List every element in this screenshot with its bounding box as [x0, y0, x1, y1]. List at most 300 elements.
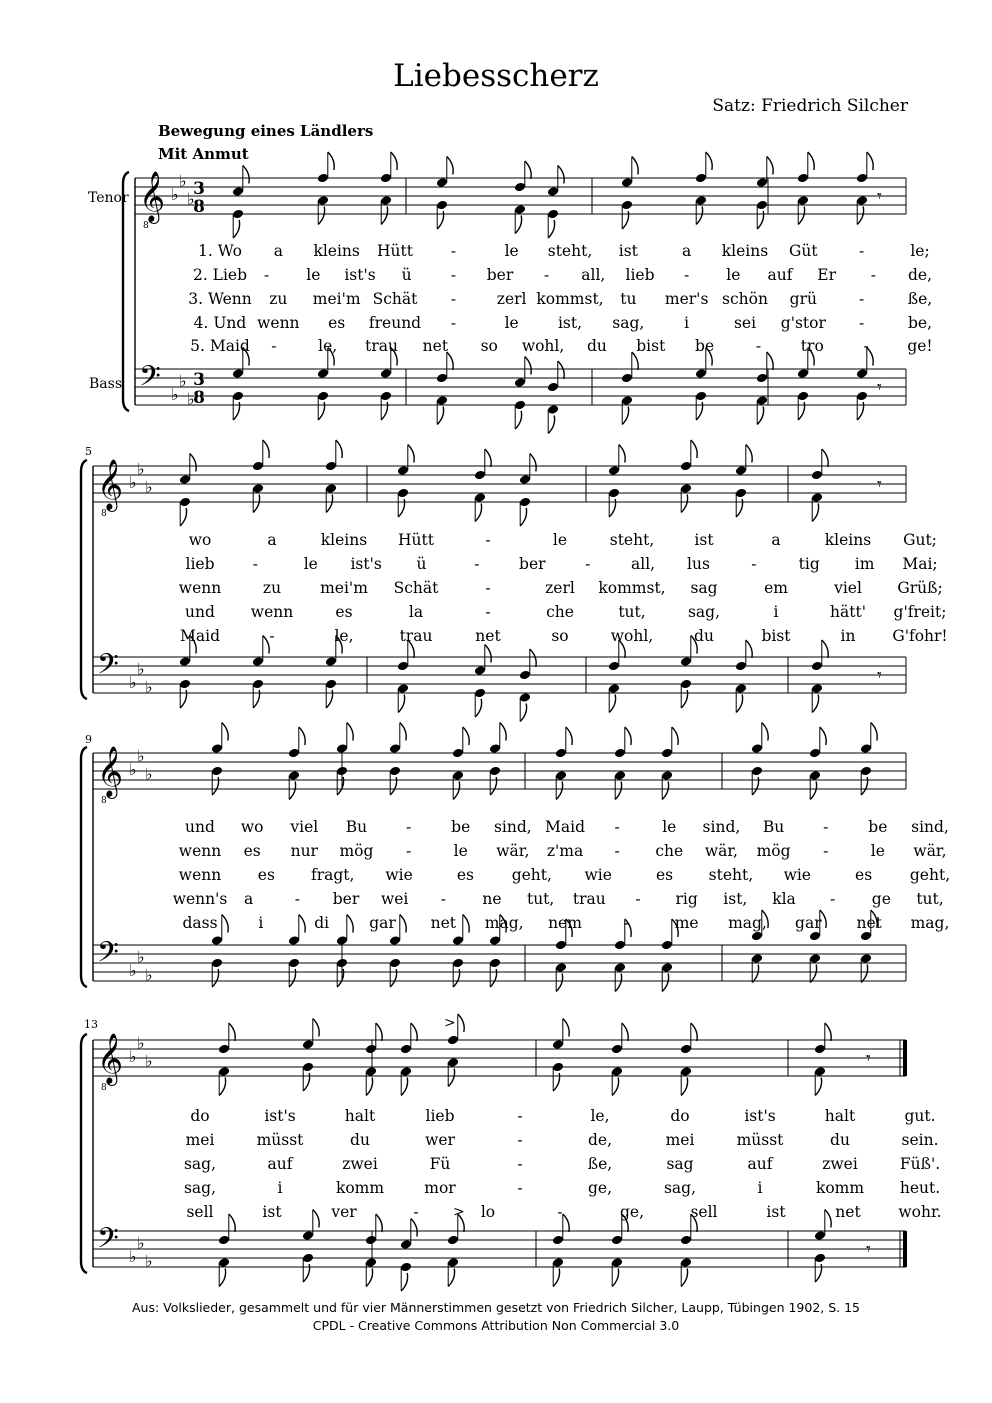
lyric-syllable: wo — [240, 818, 264, 836]
bass-clef-icon: 𝄢 — [97, 936, 119, 976]
lyric-syllable: bist — [636, 337, 666, 355]
lyric-syllable: a — [267, 531, 277, 549]
lyric-syllable: le — [552, 531, 568, 549]
lyric-syllable: kommst, — [536, 290, 604, 308]
note-flag — [681, 1078, 687, 1096]
flat-icon: ♭ — [171, 385, 179, 404]
note-flag — [612, 1078, 618, 1096]
octave-mark: 8 — [101, 1083, 107, 1093]
lyric-syllable: - — [517, 1107, 523, 1125]
note-flag — [515, 216, 521, 234]
lyric-syllable: be — [695, 337, 715, 355]
lyric-syllable: tig — [798, 555, 820, 573]
lyric-syllable: - — [623, 914, 629, 932]
lyric-syllable: di — [314, 914, 330, 932]
lyric-syllable: zu — [262, 579, 282, 597]
lyric-syllable: la — [408, 603, 424, 621]
lyric-syllable: wenn — [257, 314, 300, 332]
note-flag — [825, 1023, 831, 1041]
note-flag — [615, 974, 621, 992]
flat-icon: ♭ — [129, 1047, 137, 1066]
lyric-syllable: so — [551, 627, 569, 645]
eighth-rest-icon: 𝄾 — [877, 665, 882, 686]
note-flag — [810, 965, 816, 983]
lyric-syllable: - — [269, 627, 275, 645]
lyric-syllable: ist's — [344, 266, 376, 284]
measure-number: 13 — [84, 1018, 98, 1031]
note-flag — [299, 915, 305, 933]
note-flag — [453, 782, 459, 800]
lyric-syllable: le — [504, 242, 519, 260]
flat-icon: ♭ — [145, 1251, 153, 1271]
lyric-syllable: müsst — [736, 1131, 784, 1149]
flat-icon: ♭ — [145, 477, 153, 497]
lyric-syllable: i — [773, 603, 779, 621]
lyric-syllable: freund — [368, 314, 422, 332]
note-flag — [485, 645, 491, 663]
note-flag — [622, 407, 628, 425]
note-flag — [400, 915, 406, 933]
lyric-syllable: heut. — [899, 1179, 941, 1197]
lyric-syllable: - — [863, 337, 869, 355]
lyric-syllable: tut, — [916, 890, 944, 908]
lyric-syllable: wenn — [250, 603, 294, 621]
note-flag — [398, 695, 404, 713]
tenor-label: Tenor — [88, 190, 129, 206]
note-flag — [808, 152, 814, 170]
lyric-syllable: gut. — [904, 1107, 936, 1125]
note-flag — [222, 915, 228, 933]
treble-clef-icon: 𝄞 — [97, 746, 124, 797]
lyric-syllable: Er — [817, 266, 837, 284]
lyric-syllable: - — [294, 890, 300, 908]
note-flag — [366, 1078, 372, 1096]
note-flag — [448, 1269, 454, 1287]
lyric-syllable: Bu — [762, 818, 785, 836]
lyric-syllable: all, — [581, 266, 606, 284]
flat-icon: ♭ — [145, 1051, 153, 1071]
lyric-syllable: zerl — [545, 579, 575, 597]
lyric-syllable: be — [868, 818, 888, 836]
lyric-syllable: ist — [618, 242, 638, 260]
note-flag — [548, 220, 554, 238]
expression-marking: Mit Anmut — [158, 145, 249, 163]
note-flag — [798, 207, 804, 225]
flat-icon: ♭ — [129, 673, 137, 692]
note-flag — [553, 1269, 559, 1287]
lyric-syllable: wenn — [178, 842, 222, 860]
lyric-syllable: es — [456, 866, 475, 884]
lyric-syllable: - — [544, 266, 550, 284]
lyric-syllable: bist — [761, 627, 791, 645]
lyric-syllable: 1. Wo — [198, 242, 242, 260]
note-flag — [336, 440, 342, 458]
lyric-syllable: mei'm — [312, 290, 361, 308]
license-line: CPDL - Creative Commons Attribution Non Commercial 3.0 — [312, 1318, 680, 1333]
lyric-syllable: mei — [665, 1131, 695, 1149]
lyric-syllable: che — [546, 603, 574, 621]
note-flag — [757, 407, 763, 425]
note-flag — [612, 1269, 618, 1287]
note-flag — [347, 723, 353, 741]
lyric-syllable: kleins — [313, 242, 360, 260]
lyric-syllable: - — [485, 603, 491, 621]
lyric-syllable: Schät — [393, 579, 439, 597]
lyric-syllable: a — [771, 531, 781, 549]
lyric-syllable: wie — [584, 866, 612, 884]
lyric-syllable: Güt — [789, 242, 818, 260]
lyric-syllable: Füß'. — [899, 1155, 941, 1173]
note-flag — [411, 1023, 417, 1041]
note-flag — [615, 782, 621, 800]
lyric-syllable: - — [830, 890, 836, 908]
lyric-syllable: wohl, — [610, 627, 654, 645]
flat-icon: ♭ — [129, 961, 137, 980]
lyric-syllable: Grüß; — [897, 579, 943, 597]
note-flag — [691, 440, 697, 458]
note-flag — [219, 1078, 225, 1096]
lyric-syllable: le — [662, 818, 677, 836]
note-flag — [563, 1214, 569, 1232]
lyric-syllable: du — [586, 337, 607, 355]
lyric-syllable: - — [823, 818, 829, 836]
note-flag — [376, 1214, 382, 1232]
octave-mark: 8 — [101, 509, 107, 519]
note-flag — [347, 915, 353, 933]
lyric-syllable: le, — [334, 627, 354, 645]
flat-icon: ♭ — [187, 189, 195, 209]
lyric-syllable: sei — [733, 314, 757, 332]
note-flag — [767, 352, 773, 370]
lyric-syllable: be — [451, 818, 471, 836]
lyric-syllable: sind, — [702, 818, 741, 836]
lyric-syllable: so — [480, 337, 498, 355]
time-signature-top: 3 — [193, 370, 205, 390]
treble-clef-icon: 𝄞 — [97, 459, 124, 510]
lyric-syllable: sag, — [612, 314, 645, 332]
lyric-syllable: ge — [871, 890, 891, 908]
lyric-syllable: hätt' — [830, 603, 866, 621]
lyric-syllable: es — [655, 866, 674, 884]
lyric-syllable: lieb — [625, 266, 655, 284]
note-flag — [229, 1214, 235, 1232]
lyric-syllable: Maid — [180, 627, 220, 645]
lyric-syllable: geht, — [909, 866, 951, 884]
time-signature-bottom: 8 — [193, 197, 205, 217]
lyric-syllable: wär, — [913, 842, 947, 860]
lyric-syllable: ber — [519, 555, 546, 573]
note-flag — [180, 508, 186, 526]
flat-icon: ♭ — [137, 1233, 145, 1253]
lyric-syllable: 5. Maid — [190, 337, 250, 355]
lyric-syllable: tu — [620, 290, 637, 308]
flat-icon: ♭ — [137, 1033, 145, 1053]
treble-clef-icon: 𝄞 — [97, 1033, 124, 1084]
lyric-syllable: rig — [675, 890, 698, 908]
lyric-syllable: do — [670, 1107, 690, 1125]
note-flag — [401, 1078, 407, 1096]
lyric-syllable: g'stor — [780, 314, 826, 332]
lyric-syllable: de, — [907, 266, 933, 284]
lyric-syllable: le — [504, 314, 519, 332]
lyric-syllable: Maid — [545, 818, 585, 836]
measure-number: 9 — [85, 733, 92, 746]
lyric-syllable: Fü — [429, 1155, 451, 1173]
lyric-syllable: lieb — [185, 555, 215, 573]
lyric-syllable: - — [450, 314, 456, 332]
lyric-syllable: kleins — [320, 531, 368, 549]
lyric-syllable: ber — [486, 266, 514, 284]
lyric-syllable: du — [350, 1131, 370, 1149]
lyric-syllable: le, — [318, 337, 338, 355]
note-flag — [820, 727, 826, 745]
lyric-syllable: müsst — [256, 1131, 304, 1149]
note-flag — [447, 157, 453, 175]
lyric-syllable: sag, — [183, 1155, 217, 1173]
lyric-syllable: mei — [185, 1131, 215, 1149]
lyric-syllable: wenn — [178, 579, 222, 597]
lyric-syllable: wer — [425, 1131, 455, 1149]
note-flag — [696, 207, 702, 225]
note-flag — [299, 727, 305, 745]
lyric-syllable: Hütt — [398, 531, 434, 549]
note-flag — [222, 723, 228, 741]
lyric-syllable: i — [684, 314, 690, 332]
lyric-syllable: ist's — [264, 1107, 296, 1125]
lyric-syllable: schön — [722, 290, 768, 308]
lyric-syllable: i — [277, 1179, 283, 1197]
note-flag — [376, 1023, 382, 1041]
note-flag — [263, 440, 269, 458]
note-flag — [681, 495, 687, 513]
lyric-syllable: de, — [587, 1131, 613, 1149]
lyric-syllable: mei'm — [320, 579, 368, 597]
flat-icon: ♭ — [145, 677, 153, 697]
note-flag — [556, 974, 562, 992]
lyric-syllable: sag, — [183, 1179, 217, 1197]
note-flag — [822, 640, 828, 658]
lyric-syllable: - — [557, 1203, 563, 1221]
flat-icon: ♭ — [145, 764, 153, 784]
note-flag — [500, 723, 506, 741]
flat-icon: ♭ — [179, 371, 187, 391]
note-flag — [381, 207, 387, 225]
lyric-syllable: halt — [824, 1107, 856, 1125]
lyric-syllable: - — [517, 1179, 523, 1197]
note-flag — [681, 1269, 687, 1287]
lyric-syllable: net — [835, 1203, 861, 1221]
source-citation: Aus: Volkslieder, gesammelt und für vier Männerstimmen gesetzt von Friedrich Silcher, Laupp, Tübingen 1902, S. 15 — [131, 1300, 861, 1315]
lyric-syllable: - — [405, 842, 412, 860]
lyric-syllable: z'ma — [546, 842, 584, 860]
lyric-syllable: - — [474, 555, 480, 573]
lyric-syllable: steht, — [547, 242, 593, 260]
lyric-syllable: ist, — [723, 890, 748, 908]
lyric-syllable: fragt, — [310, 866, 355, 884]
lyric-syllable: ße, — [587, 1155, 613, 1173]
lyric-syllable: le — [453, 842, 468, 860]
lyric-syllable: - — [751, 555, 757, 573]
lyric-syllable: trau — [365, 337, 398, 355]
lyric-syllable: steht, — [708, 866, 754, 884]
note-flag — [328, 152, 334, 170]
lyric-syllable: wär, — [704, 842, 738, 860]
lyric-syllable: 4. Und — [193, 314, 247, 332]
flat-icon: ♭ — [129, 760, 137, 779]
lyric-syllable: zwei — [342, 1155, 378, 1173]
lyric-syllable: wenn — [178, 866, 222, 884]
lyric-syllable: wär, — [496, 842, 530, 860]
lyric-syllable: ü — [401, 266, 412, 284]
lyric-syllable: i — [258, 914, 264, 932]
bass-clef-icon: 𝄢 — [139, 360, 161, 400]
lyric-syllable: - — [450, 290, 456, 308]
lyric-syllable: ist — [262, 1203, 282, 1221]
note-flag — [520, 704, 526, 722]
tempo-marking: Bewegung eines Ländlers — [158, 122, 374, 140]
note-flag — [530, 454, 536, 472]
note-flag — [233, 220, 239, 238]
time-signature-top: 3 — [193, 179, 205, 199]
lyric-syllable: auf — [267, 1155, 293, 1173]
lyric-syllable: che — [655, 842, 684, 860]
note-flag — [632, 157, 638, 175]
note-flag — [318, 207, 324, 225]
lyric-syllable: - — [614, 842, 620, 860]
note-flag — [566, 727, 572, 745]
note-flag — [326, 495, 332, 513]
lyric-syllable: es — [257, 866, 275, 884]
system-bracket — [81, 1034, 87, 1273]
measure-number: 5 — [85, 445, 92, 458]
lyric-syllable: wei — [380, 890, 409, 908]
lyric-syllable: 2. Lieb — [192, 266, 248, 284]
accent-mark: > — [453, 1204, 465, 1220]
note-flag — [825, 1210, 831, 1228]
lyric-syllable: sag — [666, 1155, 694, 1173]
lyric-syllable: sein. — [901, 1131, 939, 1149]
flat-icon: ♭ — [129, 473, 137, 492]
accent-mark: > — [444, 1015, 456, 1031]
lyric-syllable: lieb — [425, 1107, 455, 1125]
lyric-syllable: Mai; — [902, 555, 938, 573]
lyric-syllable: kleins — [721, 242, 769, 260]
lyric-syllable: sell — [690, 1203, 718, 1221]
lyric-syllable: - — [585, 555, 591, 573]
lyric-syllable: ü — [416, 555, 427, 573]
note-flag — [400, 723, 406, 741]
lyric-syllable: zwei — [822, 1155, 858, 1173]
note-flag — [229, 1023, 235, 1041]
note-flag — [485, 449, 491, 467]
note-flag — [752, 965, 758, 983]
lyric-syllable: all, — [631, 555, 656, 573]
lyric-syllable: ist's — [744, 1107, 776, 1125]
note-flag — [556, 782, 562, 800]
note-flag — [475, 699, 481, 717]
lyric-syllable: - — [517, 1131, 523, 1149]
note-flag — [619, 445, 625, 463]
lyric-syllable: nur — [290, 842, 318, 860]
lyric-syllable: grü — [789, 290, 817, 308]
lyric-syllable: me — [674, 914, 699, 932]
note-flag — [313, 1019, 319, 1037]
flat-icon: ♭ — [137, 746, 145, 766]
lyric-syllable: mög — [756, 842, 791, 860]
lyric-syllable: sind, — [911, 818, 949, 836]
note-flag — [563, 1019, 569, 1037]
lyric-syllable: net — [856, 914, 882, 932]
lyric-syllable: em — [764, 579, 788, 597]
lyric-syllable: be, — [907, 314, 933, 332]
note-flag — [662, 974, 668, 992]
note-flag — [810, 782, 816, 800]
note-flag — [401, 1273, 407, 1291]
eighth-rest-icon: 𝄾 — [866, 1048, 871, 1069]
lyric-syllable: mag, — [728, 914, 767, 932]
lyric-syllable: - — [264, 266, 270, 284]
lyric-syllable: Schät — [372, 290, 418, 308]
lyric-syllable: kleins — [824, 531, 872, 549]
note-flag — [746, 640, 752, 658]
octave-mark: 8 — [143, 221, 149, 231]
lyric-syllable: mag, — [484, 914, 524, 932]
flat-icon: ♭ — [187, 389, 195, 409]
lyric-syllable: ber — [332, 890, 360, 908]
note-flag — [525, 357, 531, 375]
note-flag — [558, 361, 564, 379]
lyric-syllable: le — [306, 266, 321, 284]
note-flag — [871, 723, 877, 741]
lyric-syllable: net — [422, 337, 449, 355]
flat-icon: ♭ — [179, 171, 187, 191]
lyric-syllable: ver — [331, 1203, 357, 1221]
note-flag — [822, 449, 828, 467]
note-flag — [253, 495, 259, 513]
lyric-syllable: im — [854, 555, 875, 573]
lyric-syllable: kommst, — [598, 579, 666, 597]
note-flag — [263, 636, 269, 654]
lyric-syllable: mer's — [664, 290, 709, 308]
lyric-syllable: le, — [590, 1107, 610, 1125]
note-flag — [366, 1269, 372, 1287]
lyric-syllable: komm — [815, 1179, 865, 1197]
note-flag — [625, 727, 631, 745]
eighth-rest-icon: 𝄾 — [866, 1239, 871, 1260]
lyric-syllable: a — [682, 242, 692, 260]
system-bracket — [81, 747, 87, 987]
lyric-syllable: - — [405, 818, 412, 836]
lyric-syllable: - — [635, 890, 641, 908]
lyric-syllable: le — [726, 266, 741, 284]
lyric-syllable: nem — [548, 914, 582, 932]
lyric-syllable: geht, — [511, 866, 552, 884]
lyric-syllable: mög — [339, 842, 374, 860]
lyric-syllable: ge, — [619, 1203, 645, 1221]
lyric-syllable: gar — [795, 914, 822, 932]
note-flag — [548, 416, 554, 434]
lyric-syllable: es — [855, 866, 873, 884]
flat-icon: ♭ — [145, 965, 153, 985]
lyric-syllable: viel — [834, 579, 862, 597]
flat-icon: ♭ — [129, 1247, 137, 1266]
note-flag — [219, 1269, 225, 1287]
note-flag — [812, 695, 818, 713]
lyric-syllable: sag, — [687, 603, 721, 621]
note-flag — [463, 915, 469, 933]
flat-icon: ♭ — [137, 659, 145, 679]
lyric-syllable: mag, — [910, 914, 950, 932]
